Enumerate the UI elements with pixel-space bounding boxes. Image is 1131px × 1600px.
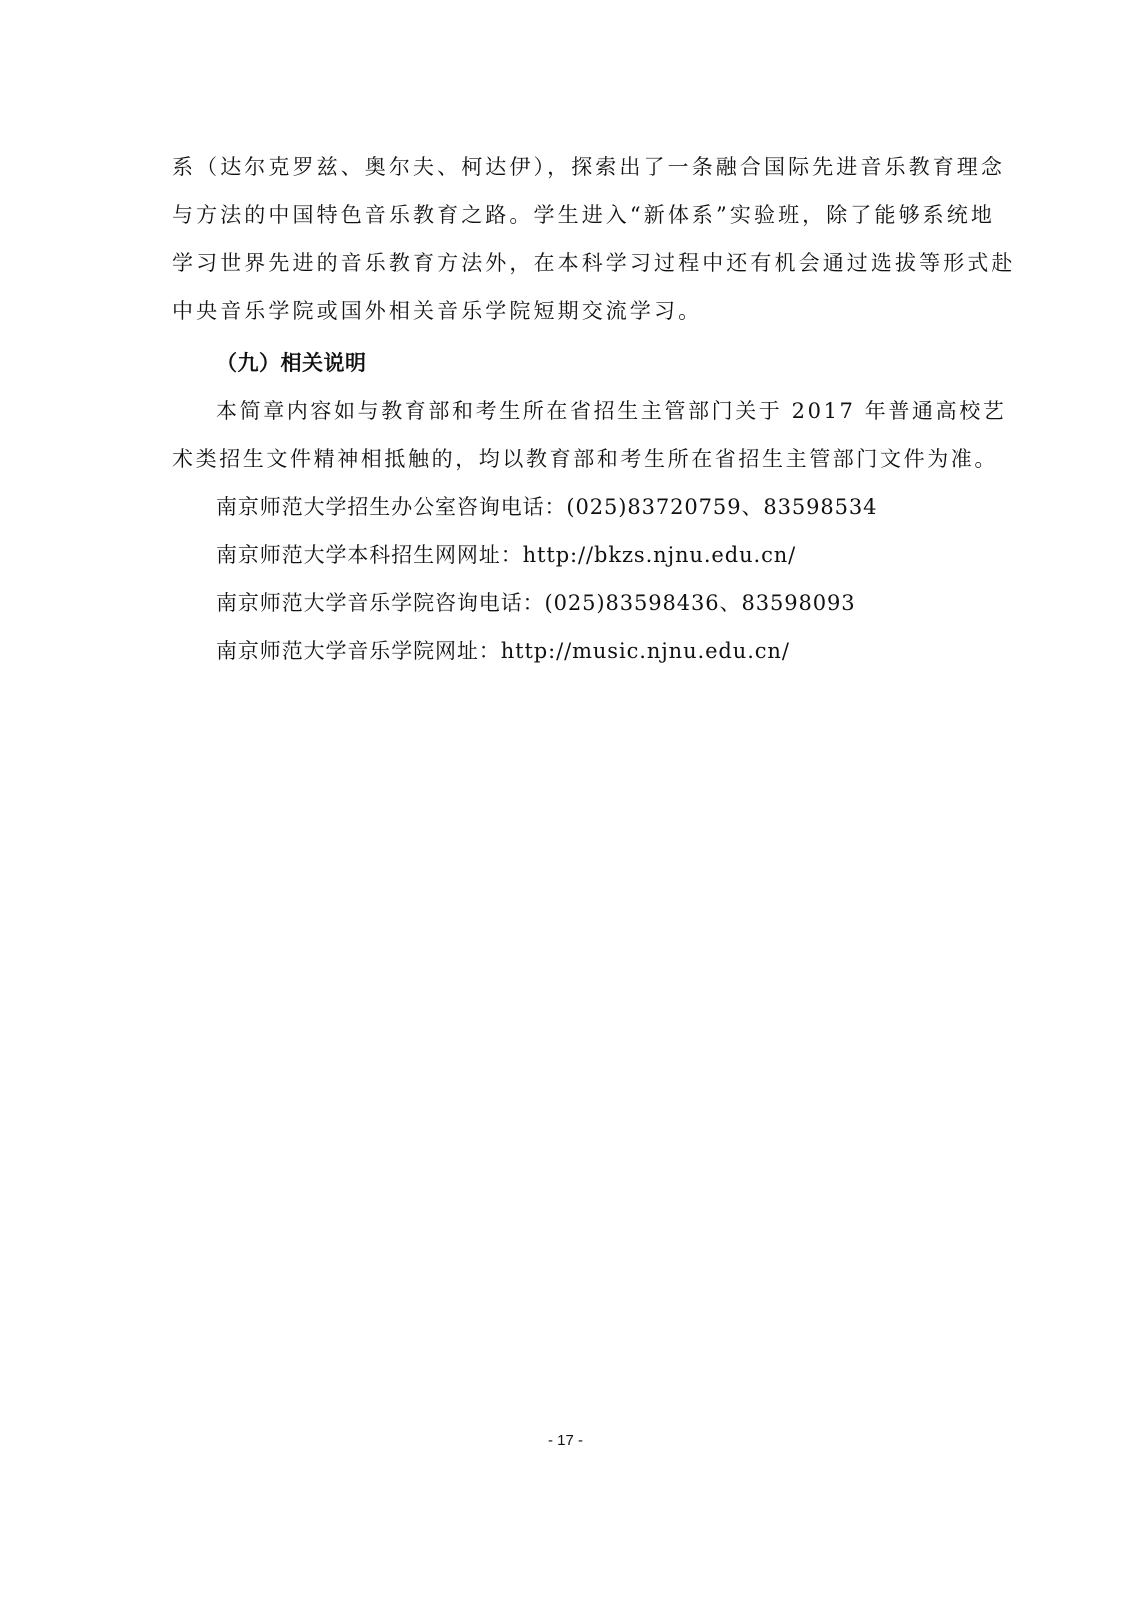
intro-paragraph-line: 中央音乐学院或国外相关音乐学院短期交流学习。	[172, 299, 703, 323]
contact-music-school-website: 南京师范大学音乐学院网址：http://music.njnu.edu.cn/	[216, 639, 790, 663]
notice-paragraph	[172, 387, 1007, 483]
contact-list	[172, 483, 960, 675]
intro-paragraph-line: 系（达尔克罗兹、奥尔夫、柯达伊），探索出了一条融合国际先进音乐教育理念	[172, 155, 1005, 179]
notice-paragraph-line: 本简章内容如与教育部和考生所在省招生主管部门关于 2017 年普通高校艺	[216, 399, 1007, 423]
intro-paragraph-line: 与方法的中国特色音乐教育之路。学生进入“新体系”实验班，除了能够系统地	[172, 203, 995, 227]
contact-music-school-phone: 南京师范大学音乐学院咨询电话：(025)83598436、83598093	[216, 591, 856, 615]
contact-admissions-phone: 南京师范大学招生办公室咨询电话：(025)83720759、83598534	[216, 495, 878, 519]
page-content	[172, 143, 1016, 675]
notice-paragraph-line: 术类招生文件精神相抵触的，均以教育部和考生所在省招生主管部门文件为准。	[172, 447, 998, 471]
page-number: - 17 -	[547, 1432, 583, 1449]
section-heading: （九）相关说明	[216, 351, 367, 375]
intro-paragraph	[172, 143, 1016, 335]
intro-paragraph-line: 学习世界先进的音乐教育方法外，在本科学习过程中还有机会通过选拔等形式赴	[172, 251, 1016, 275]
contact-admissions-website: 南京师范大学本科招生网网址：http://bkzs.njnu.edu.cn/	[216, 543, 797, 567]
